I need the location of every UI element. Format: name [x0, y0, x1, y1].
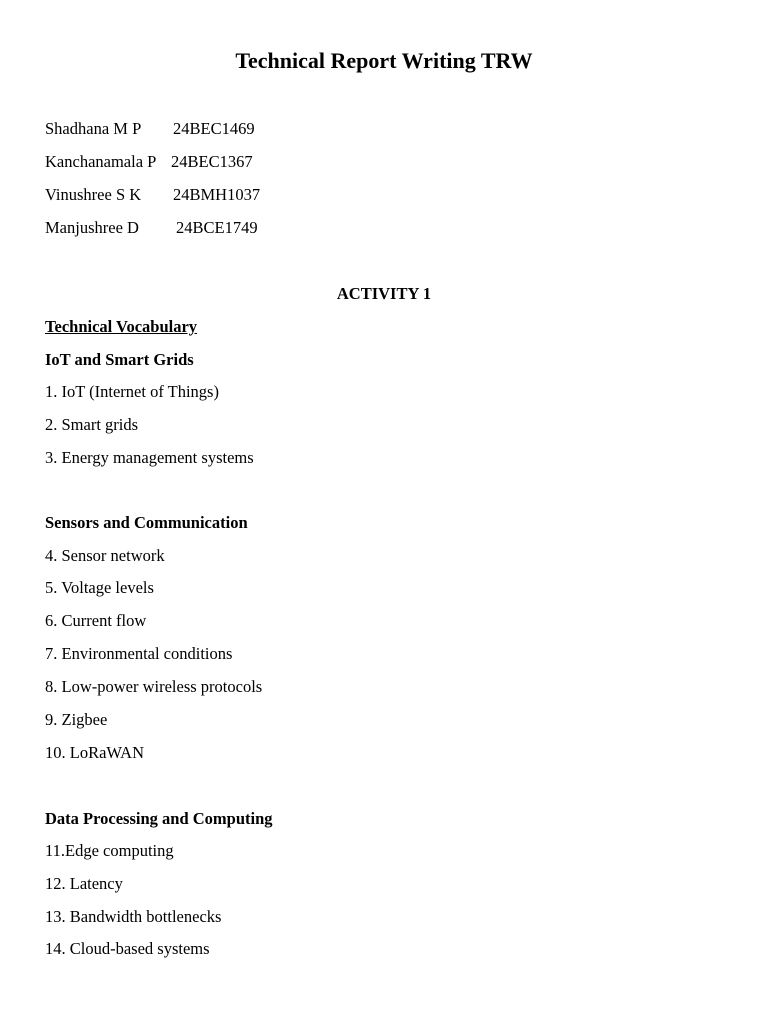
- list-item: 10. LoRaWAN: [45, 743, 144, 762]
- author-line: [45, 184, 261, 206]
- list-item: 12. Latency: [45, 874, 123, 893]
- document-title: Technical Report Writing TRW: [235, 48, 533, 73]
- author-name: Manjushree D: [45, 218, 139, 237]
- section-heading: Sensors and Communication: [45, 513, 248, 532]
- section-heading: IoT and Smart Grids: [45, 350, 194, 369]
- author-line: [45, 118, 255, 140]
- author-line: [45, 217, 258, 239]
- list-item: 3. Energy management systems: [45, 448, 254, 467]
- list-item: 7. Environmental conditions: [45, 644, 233, 663]
- activity-heading: ACTIVITY 1: [336, 284, 432, 303]
- list-item: 11.Edge computing: [45, 841, 174, 860]
- author-name: Shadhana M P: [45, 119, 142, 138]
- author-name: Kanchanamala P: [45, 152, 157, 171]
- list-item: 4. Sensor network: [45, 546, 165, 565]
- author-line: [45, 151, 253, 173]
- author-id: 24BEC1367: [171, 152, 253, 171]
- list-item: 6. Current flow: [45, 611, 147, 630]
- list-item: 8. Low-power wireless protocols: [45, 677, 263, 696]
- list-item: 1. IoT (Internet of Things): [45, 382, 219, 401]
- section-heading: Data Processing and Computing: [45, 809, 273, 828]
- author-name: Vinushree S K: [45, 185, 142, 204]
- list-item: 13. Bandwidth bottlenecks: [45, 907, 222, 926]
- list-item: 5. Voltage levels: [45, 578, 154, 597]
- vocabulary-heading: Technical Vocabulary: [45, 317, 198, 336]
- list-item: 14. Cloud-based systems: [45, 939, 210, 958]
- author-id: 24BMH1037: [173, 185, 261, 204]
- author-id: 24BCE1749: [176, 218, 258, 237]
- list-item: 9. Zigbee: [45, 710, 108, 729]
- author-id: 24BEC1469: [173, 119, 255, 138]
- list-item: 2. Smart grids: [45, 415, 139, 434]
